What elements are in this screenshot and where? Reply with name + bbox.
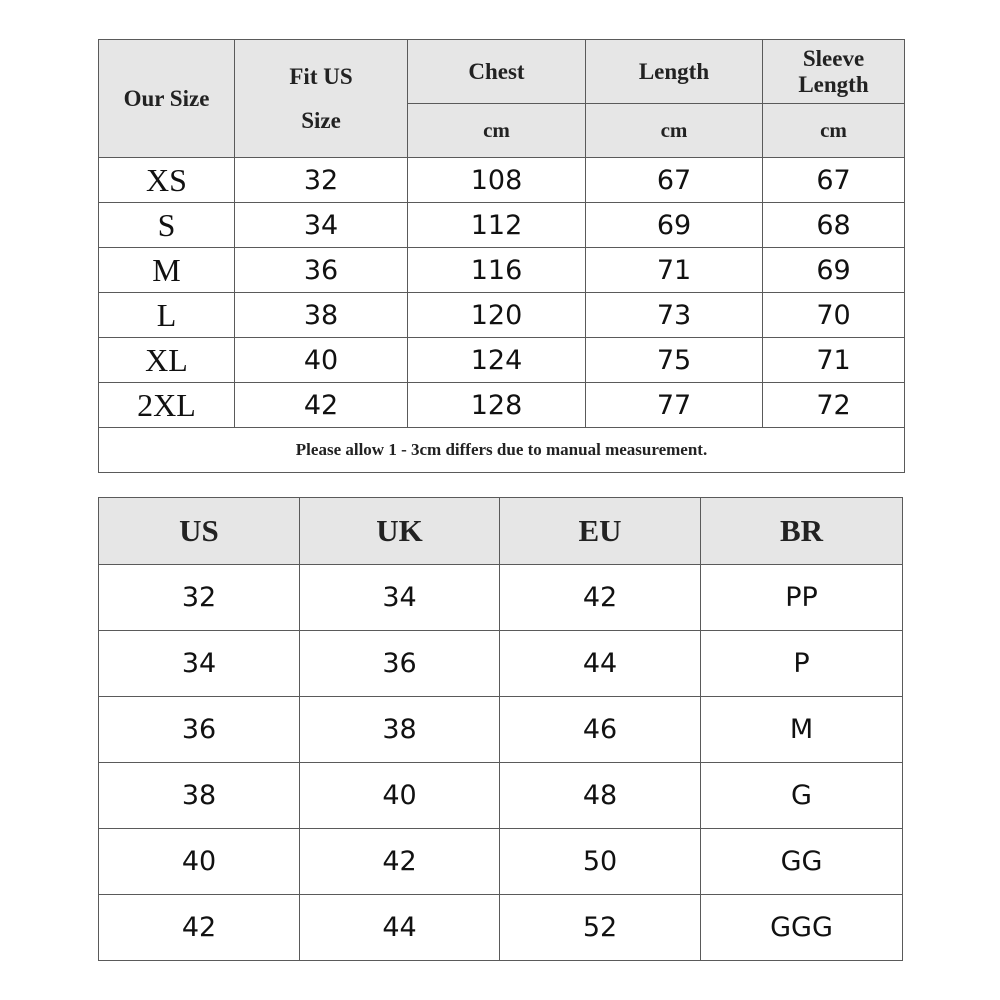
table-row bbox=[99, 383, 905, 428]
size-cell: L bbox=[99, 293, 235, 338]
us-size-cell: 34 bbox=[235, 203, 408, 248]
header-eu: EU bbox=[500, 498, 701, 565]
length-cell: 71 bbox=[586, 248, 763, 293]
header-fit-us-line2: Size bbox=[301, 107, 341, 133]
header-uk: UK bbox=[300, 498, 500, 565]
size-cell: M bbox=[99, 248, 235, 293]
table-row bbox=[99, 895, 903, 961]
us-cell: 34 bbox=[99, 631, 300, 697]
header-length: Length bbox=[586, 40, 763, 104]
length-cell: 67 bbox=[586, 158, 763, 203]
table-row bbox=[99, 338, 905, 383]
chest-cell: 120 bbox=[408, 293, 586, 338]
eu-cell: 42 bbox=[500, 565, 701, 631]
sleeve-cell: 69 bbox=[763, 248, 905, 293]
us-size-cell: 40 bbox=[235, 338, 408, 383]
eu-cell: 48 bbox=[500, 763, 701, 829]
length-cell: 75 bbox=[586, 338, 763, 383]
header-our-size: Our Size bbox=[99, 40, 235, 158]
table-row bbox=[99, 829, 903, 895]
us-size-cell: 36 bbox=[235, 248, 408, 293]
table-row bbox=[99, 697, 903, 763]
header-sleeve-line2: Length bbox=[798, 71, 869, 97]
br-cell: PP bbox=[701, 565, 903, 631]
eu-cell: 46 bbox=[500, 697, 701, 763]
chest-cell: 116 bbox=[408, 248, 586, 293]
sleeve-cell: 72 bbox=[763, 383, 905, 428]
uk-cell: 38 bbox=[300, 697, 500, 763]
br-cell: G bbox=[701, 763, 903, 829]
size-cell: 2XL bbox=[99, 383, 235, 428]
us-cell: 42 bbox=[99, 895, 300, 961]
us-cell: 32 bbox=[99, 565, 300, 631]
size-conversion-table bbox=[98, 497, 903, 961]
unit-sleeve: cm bbox=[763, 104, 905, 158]
unit-chest: cm bbox=[408, 104, 586, 158]
table-row bbox=[99, 565, 903, 631]
chest-cell: 128 bbox=[408, 383, 586, 428]
table-row bbox=[99, 248, 905, 293]
br-cell: GGG bbox=[701, 895, 903, 961]
uk-cell: 36 bbox=[300, 631, 500, 697]
header-us: US bbox=[99, 498, 300, 565]
br-cell: P bbox=[701, 631, 903, 697]
us-cell: 38 bbox=[99, 763, 300, 829]
measurement-note: Please allow 1 - 3cm differs due to manual measurement. bbox=[99, 428, 905, 473]
chest-cell: 112 bbox=[408, 203, 586, 248]
length-cell: 73 bbox=[586, 293, 763, 338]
br-cell: M bbox=[701, 697, 903, 763]
header-chest: Chest bbox=[408, 40, 586, 104]
table-row bbox=[99, 158, 905, 203]
header-sleeve-length bbox=[763, 40, 905, 104]
header-sleeve-line1: Sleeve bbox=[802, 45, 865, 71]
us-size-cell: 42 bbox=[235, 383, 408, 428]
size-cell: XS bbox=[99, 158, 235, 203]
header-fit-us-line1: Fit US bbox=[289, 63, 353, 89]
uk-cell: 44 bbox=[300, 895, 500, 961]
uk-cell: 42 bbox=[300, 829, 500, 895]
eu-cell: 44 bbox=[500, 631, 701, 697]
unit-length: cm bbox=[586, 104, 763, 158]
header-fit-us-size bbox=[235, 40, 408, 158]
length-cell: 77 bbox=[586, 383, 763, 428]
sleeve-cell: 68 bbox=[763, 203, 905, 248]
us-size-cell: 38 bbox=[235, 293, 408, 338]
uk-cell: 40 bbox=[300, 763, 500, 829]
size-cell: S bbox=[99, 203, 235, 248]
us-cell: 40 bbox=[99, 829, 300, 895]
us-size-cell: 32 bbox=[235, 158, 408, 203]
eu-cell: 52 bbox=[500, 895, 701, 961]
header-br: BR bbox=[701, 498, 903, 565]
length-cell: 69 bbox=[586, 203, 763, 248]
chest-cell: 108 bbox=[408, 158, 586, 203]
chest-cell: 124 bbox=[408, 338, 586, 383]
sleeve-cell: 70 bbox=[763, 293, 905, 338]
br-cell: GG bbox=[701, 829, 903, 895]
uk-cell: 34 bbox=[300, 565, 500, 631]
sleeve-cell: 67 bbox=[763, 158, 905, 203]
eu-cell: 50 bbox=[500, 829, 701, 895]
table-row bbox=[99, 763, 903, 829]
table-row bbox=[99, 293, 905, 338]
table-row bbox=[99, 203, 905, 248]
size-chart-table bbox=[98, 39, 905, 473]
sleeve-cell: 71 bbox=[763, 338, 905, 383]
us-cell: 36 bbox=[99, 697, 300, 763]
size-cell: XL bbox=[99, 338, 235, 383]
table-row bbox=[99, 631, 903, 697]
